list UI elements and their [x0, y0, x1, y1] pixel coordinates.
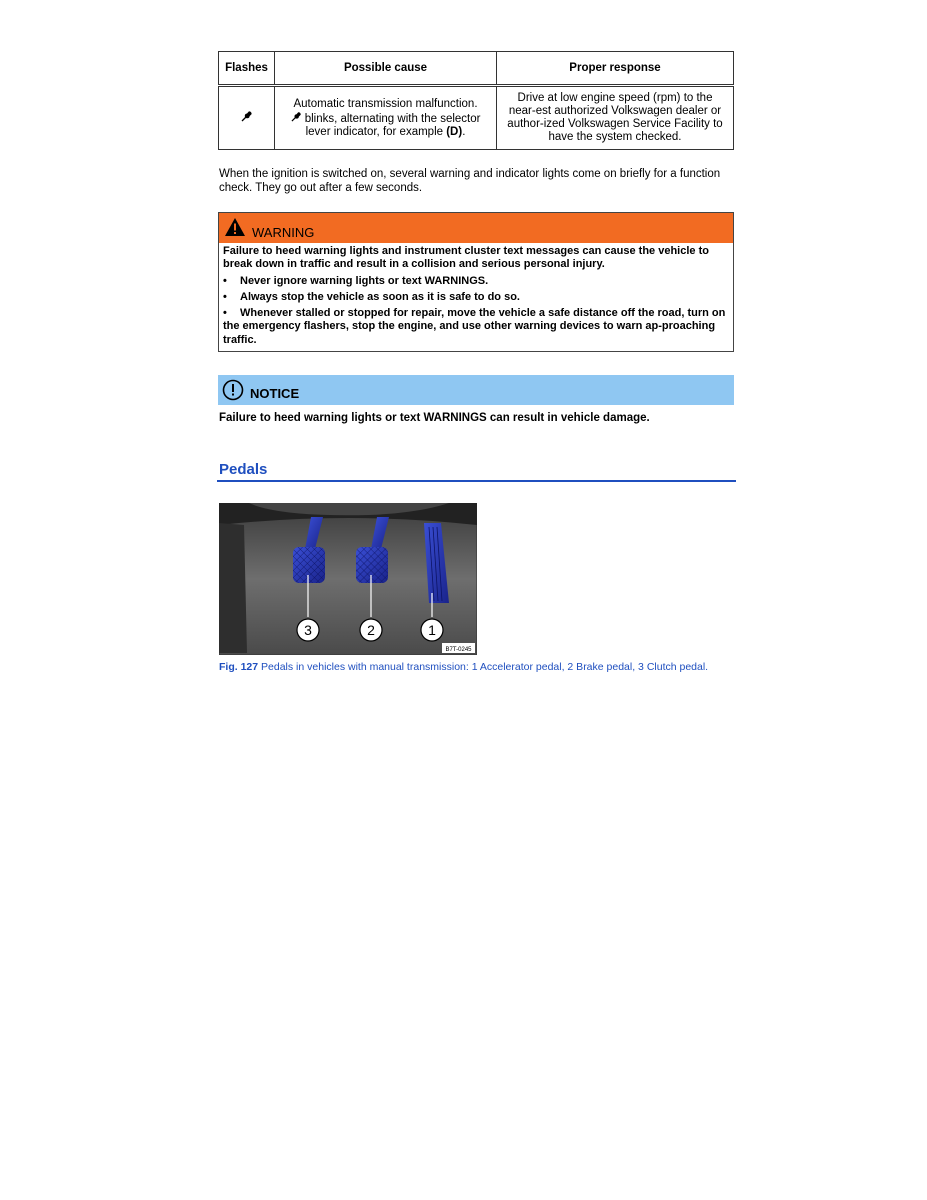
figure-code: B7T-0245 — [445, 647, 472, 653]
table-row — [219, 86, 734, 150]
header-flashes: Flashes — [219, 52, 275, 86]
list-item — [223, 275, 729, 288]
callout-2 — [360, 619, 382, 641]
list-item — [223, 307, 729, 347]
caption-prefix: Fig. 127 — [219, 661, 259, 673]
cause-gear: (D) — [446, 125, 463, 138]
warning-bullet-text: • Whenever stalled or stopped for repair, move the vehicle a safe distance off the road, turn on the emergency flashers, stop the engine, and use other warning devices to warn ap-proaching traffic. — [223, 307, 726, 346]
caption-text: Pedals in vehicles with manual transmission: 1 Accelerator pedal, 2 Brake pedal, 3 Clutch pedal. — [258, 661, 709, 673]
wrench-icon — [241, 110, 253, 122]
notice-text: Failure to heed warning lights or text WARNINGS can result in vehicle damage. — [219, 412, 650, 424]
warning-lead: Failure to heed warning lights and instrument cluster text messages can cause the vehicle to break down in traffic and result in a collision and serious personal injury. — [223, 245, 709, 271]
notice-header — [218, 375, 734, 405]
callout-label-2: 2 — [367, 622, 375, 638]
callout-3 — [297, 619, 319, 641]
pedals-figure — [219, 503, 477, 655]
warning-title: WARNING — [252, 225, 315, 240]
response-cell: Drive at low engine speed (rpm) to the near-est authorized Volkswagen dealer or author-ized Volkswagen Service Facility to have the system checked. — [497, 86, 734, 150]
callout-label-1: 1 — [428, 622, 436, 638]
section-divider — [217, 480, 736, 482]
warning-body — [219, 243, 733, 347]
figure-caption — [219, 661, 708, 673]
cause-line2: blinks, alternating with the selector — [301, 112, 481, 125]
warning-bullet-text: Always stop the vehicle as soon as it is safe to do so. — [240, 290, 520, 303]
cause-line1: Automatic transmission malfunction. — [293, 97, 478, 110]
callout-1 — [421, 619, 443, 641]
cause-line3: lever indicator, for example — [305, 125, 447, 138]
flash-cell — [219, 86, 275, 150]
warning-box — [218, 212, 734, 352]
warning-header — [219, 213, 733, 243]
warning-bullet-text: Never ignore warning lights or text WARNINGS. — [240, 274, 489, 287]
notice-title: NOTICE — [250, 386, 300, 401]
intro-paragraph: When the ignition is switched on, several warning and indicator lights come on briefly for a function check. They go out after a few seconds. — [219, 168, 721, 194]
cause-cell — [275, 86, 497, 150]
left-panel — [219, 523, 247, 653]
table-header-row — [219, 52, 734, 86]
exclamation-circle-icon — [221, 378, 245, 402]
warning-triangle-icon — [224, 217, 246, 237]
bullet-dot: • — [223, 290, 227, 303]
wrench-icon — [291, 111, 302, 122]
bullet-dot: • — [223, 274, 227, 287]
header-possible-cause: Possible cause — [275, 52, 497, 86]
flashes-table — [218, 51, 734, 150]
clutch-pad-texture — [293, 547, 325, 583]
brake-pad-texture — [356, 547, 388, 583]
callout-label-3: 3 — [304, 622, 312, 638]
header-proper-response: Proper response — [497, 52, 734, 86]
list-item — [223, 291, 729, 304]
warning-bullet-3: Whenever stalled or stopped for repair, move the vehicle a safe distance off the road, turn on the emergency flashers, stop the engine, and use other warning devices to warn ap-proaching traffic. — [223, 307, 726, 346]
section-title: Pedals — [219, 461, 268, 478]
cause-end: . — [462, 125, 466, 138]
